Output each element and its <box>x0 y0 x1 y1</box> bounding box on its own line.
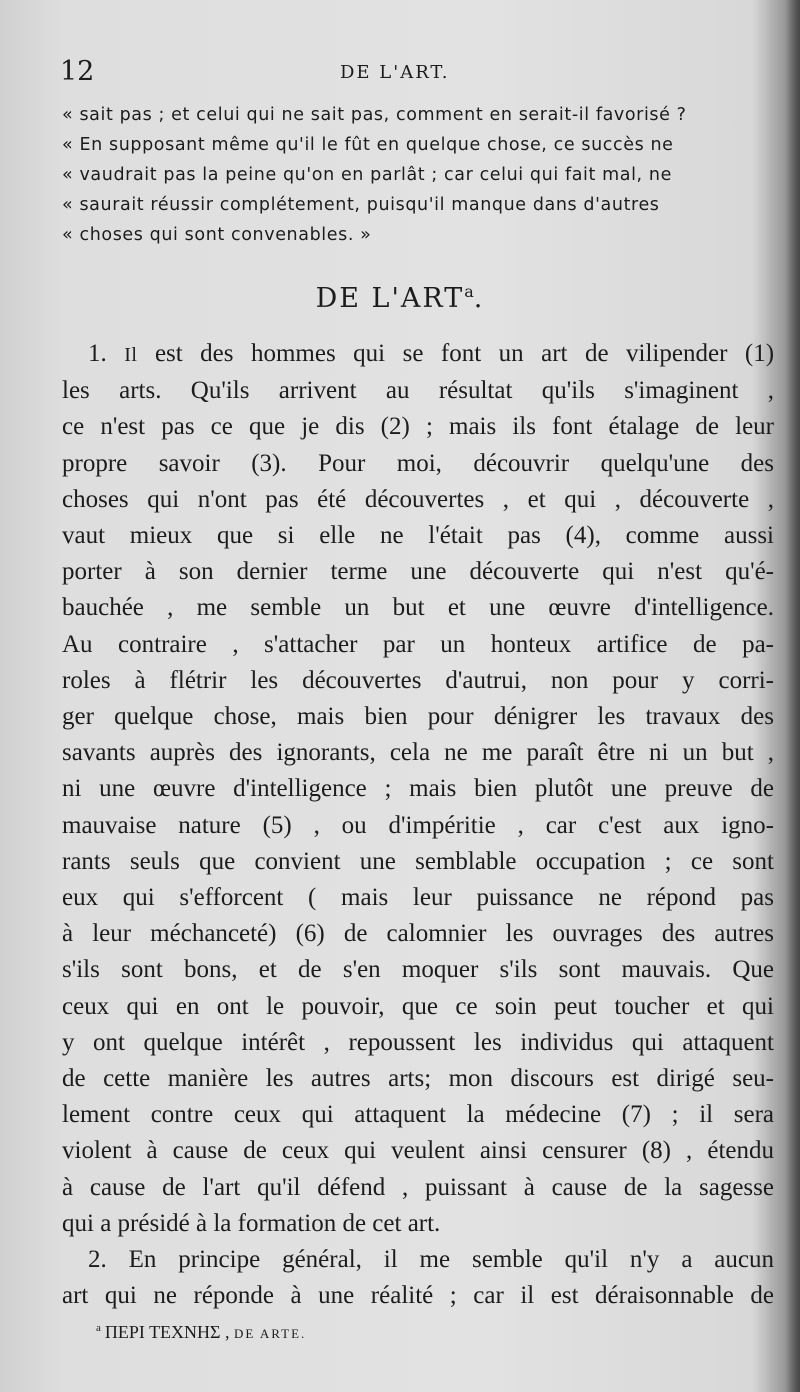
lead-small-caps: Il <box>124 344 138 366</box>
text-line: rants seuls que convient une semblable occupation ; ce sont <box>62 847 774 875</box>
page-header <box>60 56 760 96</box>
text-line: de cette manière les autres arts; mon discours est dirigé seu- <box>62 1065 774 1093</box>
footnote <box>96 1322 696 1343</box>
first-line-text: est des hommes qui se font un art de vilipender (1) <box>154 340 775 367</box>
text-line: vaut mieux que si elle ne l'était pas (4), comme aussi <box>62 522 774 550</box>
quote-line: « En supposant même qu'il le fût en quelque chose, ce succès ne <box>62 135 674 155</box>
text-line: ger quelque chose, mais bien pour dénigrer les travaux des <box>62 703 774 731</box>
text-line: choses qui n'ont pas été découvertes , et qui , découverte , <box>62 485 774 513</box>
text-line: porter à son dernier terme une découverte qui n'est qu'é- <box>62 558 774 586</box>
text-line: propre savoir (3). Pour moi, découvrir quelqu'une des <box>62 449 774 477</box>
body-text <box>62 336 774 1314</box>
page-number: 12 <box>60 56 95 87</box>
quote-line: « vaudrait pas la peine qu'on en parlât ; car celui qui fait mal, ne <box>62 165 672 185</box>
paragraph-number: 1. <box>88 340 107 367</box>
text-line: bauchée , me semble un but et une œuvre d'intelligence. <box>62 594 774 622</box>
text-line: Au contraire , s'attacher par un honteux artifice de pa- <box>62 630 774 658</box>
section-title <box>0 282 800 314</box>
text-line: à leur méchanceté) (6) de calomnier les ouvrages des autres <box>62 920 774 948</box>
text-line: y ont quelque intérêt , repoussent les individus qui attaquent <box>62 1028 774 1056</box>
text-line: violent à cause de ceux qui veulent ainsi censurer (8) , étendu <box>62 1137 774 1165</box>
text-line: eux qui s'efforcent ( mais leur puissance ne répond pas <box>62 884 774 912</box>
paragraph-2-first-line: 2. En principe général, il me semble qu'il n'y a aucun <box>88 1246 774 1274</box>
text-line: roles à flétrir les découvertes d'autrui, non pour y corri- <box>62 666 774 694</box>
quote-line: « choses qui sont convenables. » <box>62 225 372 245</box>
text-line: art qui ne réponde à une réalité ; car il est déraisonnable de <box>62 1282 774 1310</box>
text-line: ce n'est pas ce que je dis (2) ; mais ils font étalage de leur <box>62 413 774 441</box>
footnote-greek-title: ΠΕΡΙ ΤΕΧΝΗΣ , <box>104 1322 230 1342</box>
text-line: les arts. Qu'ils arrivent au résultat qu'ils s'imaginent , <box>62 377 774 405</box>
quote-line: « sait pas ; et celui qui ne sait pas, comment en serait-il favorisé ? <box>62 105 687 125</box>
footnote-latin-title: DE ARTE. <box>234 1326 307 1341</box>
text-line: ni une œuvre d'intelligence ; mais bien plutôt une preuve de <box>62 775 774 803</box>
section-title-text: DE L'ART <box>315 283 465 314</box>
text-line: mauvaise nature (5) , ou d'impéritie , car c'est aux igno- <box>62 811 774 839</box>
text-line: lement contre ceux qui attaquent la médecine (7) ; il sera <box>62 1101 774 1129</box>
text-line: ceux qui en ont le pouvoir, que ce soin peut toucher et qui <box>62 992 774 1020</box>
text-line: s'ils sont bons, et de s'en moquer s'ils sont mauvais. Que <box>62 956 774 984</box>
quote-line: « saurait réussir complétement, puisqu'il manque dans d'autres <box>62 195 660 215</box>
text-line: à cause de l'art qu'il défend , puissant à cause de la sagesse <box>62 1173 774 1201</box>
paragraph-first-line <box>62 336 774 373</box>
section-title-end: . <box>473 283 485 314</box>
binding-shadow <box>786 0 800 1392</box>
text-line: savants auprès des ignorants, cela ne me paraît être ni un but , <box>62 739 774 767</box>
running-title: DE L'ART. <box>340 62 450 83</box>
quoted-passage <box>62 100 762 250</box>
footnote-reference: a <box>464 282 474 301</box>
footnote-marker: a <box>96 1322 101 1334</box>
text-line: qui a présidé à la formation de cet art. <box>62 1209 441 1237</box>
